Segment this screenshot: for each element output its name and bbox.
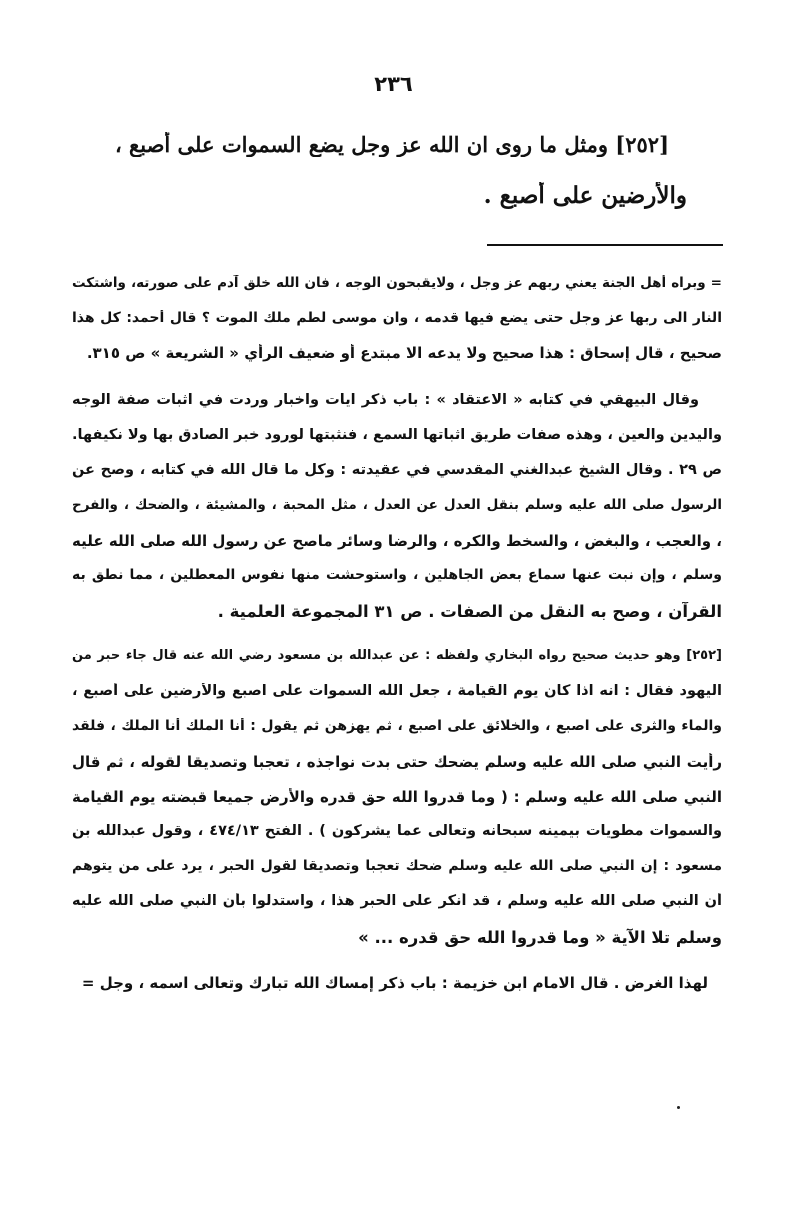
footnote-line: رأيت النبي صلى الله عليه وسلم يضحك حتى بدت نواجذه ، تعجبا وتصديقا لقوله ، ثم قال	[72, 753, 722, 771]
footnote-separator	[487, 244, 723, 246]
footnote-line: النبي صلى الله عليه وسلم : ( وما قدروا الله حق قدره والأرض جميعا قبضته يوم القيامة	[72, 788, 722, 806]
footnote-line: وسلم تلا الآية « وما قدروا الله حق قدره ... »	[358, 928, 722, 947]
main-text-line-1: [٢٥٢] ومثل ما روى ان الله عز وجل يضع السموات على أصبع ،	[114, 132, 669, 157]
footnote-line: صحيح ، قال إسحاق : هذا صحيح ولا يدعه الا مبتدع أو ضعيف الرأي « الشريعة » ص ٣١٥.	[86, 344, 722, 362]
footnote-line: ص ٢٩ . وقال الشيخ عبدالغني المقدسي في عقيدته : وكل ما قال الله في كتابه ، وصح عن	[72, 462, 722, 478]
footnote-line: = وبراه أهل الجنة يعني ربهم عز وجل ، ولايقبحون الوجه ، فان الله خلق آدم على صورته، واشتكت	[72, 275, 722, 291]
footnote-line: [٢٥٢] وهو حديث صحيح رواه البخاري ولفظه : عن عبدالله بن مسعود رضي الله عنه قال جاء حبر من	[72, 648, 722, 663]
footnote-line: وقال البيهقي في كتابه « الاعتقاد » : باب ذكر ايات واخبار وردت في اثبات صفة الوجه	[72, 392, 699, 408]
footnote-line: مسعود : إن النبي صلى الله عليه وسلم ضحك تعجبا وتصديقا لقول الحبر ، يرد على من يتوهم	[72, 858, 722, 874]
footnote-line: الرسول صلى الله عليه وسلم بنقل العدل عن العدل ، مثل المحبة ، والمشيئة ، والضحك ، والفرح	[72, 497, 722, 513]
footnote-line: وسلم ، وإن نبت عنها سماع بعض الجاهلين ، واستوحشت منها نفوس المعطلين ، مما نطق به	[72, 567, 722, 583]
stray-mark	[677, 1106, 680, 1109]
page-number: ٢٣٦	[374, 72, 413, 96]
footnote-line: اليهود فقال : انه اذا كان يوم القيامة ، جعل الله السموات على اصبع والأرضين على أصبع ،	[72, 683, 722, 699]
main-text-line-2: والأرضين على أصبع .	[483, 182, 687, 209]
footnote-line: أن النبي صلى الله عليه وسلم ، قد أنكر على الحبر هذا ، واستدلوا بأن النبي صلى الله عليه	[72, 893, 722, 909]
footnote-line: النار الى ربها عز وجل حتى يضع فيها قدمه ، وان موسى لطم ملك الموت ؟ قال أحمد: كل هذا	[72, 310, 722, 326]
footnote-line: والسموات مطويات بيمينه سبحانه وتعالى عما يشركون ) . الفتح ٤٧٤/١٣ ، وقول عبدالله بن	[72, 823, 722, 839]
footnote-line: واليدين والعين ، وهذه صفات طريق اثباتها السمع ، فنثبتها لورود خبر الصادق بها ولا نكيفها.	[72, 427, 722, 443]
footnote-line: لهذا الغرض . قال الامام ابن خزيمة : باب ذكر إمساك الله تبارك وتعالى اسمه ، وجل =	[81, 974, 708, 992]
footnote-line: والماء والثرى على اصبع ، والخلائق على اصبع ، ثم يهزهن ثم يقول : أنا الملك أنا الملك ، فلقد	[72, 718, 722, 734]
footnote-line: القرآن ، وصح به النقل من الصفات . ص ٣١ المجموعة العلمية .	[217, 602, 722, 621]
footnote-line: ، والعجب ، والبغض ، والسخط والكره ، والرضا وسائر ماصح عن رسول الله صلى الله عليه	[72, 532, 722, 550]
